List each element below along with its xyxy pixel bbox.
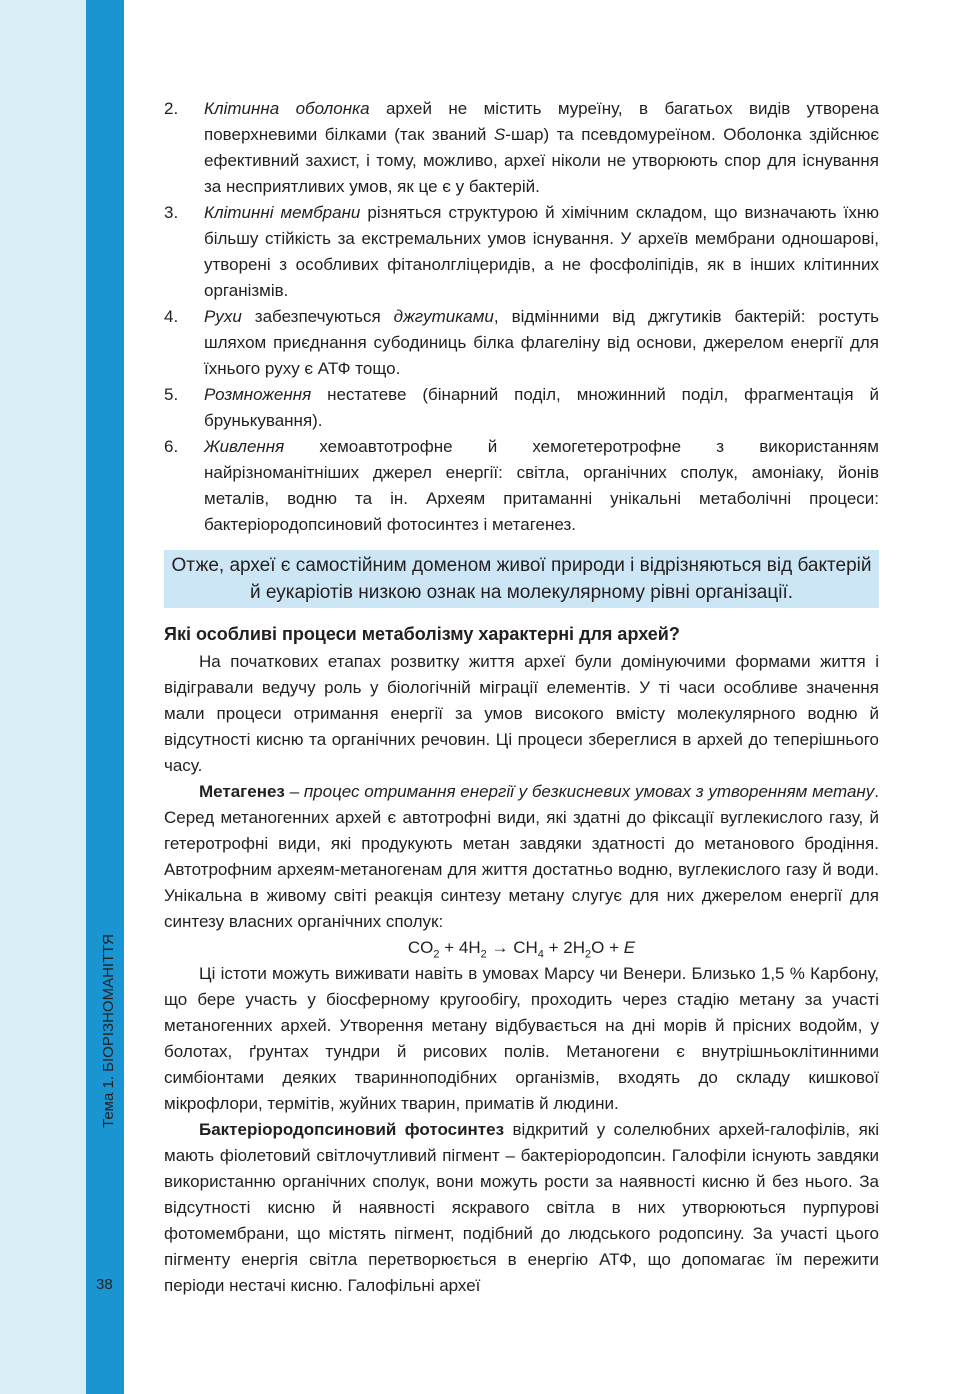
reaction-formula (164, 935, 879, 961)
sidebar-band-dark (86, 0, 124, 1394)
list-item-term: Рухи (204, 307, 242, 326)
paragraph (164, 1117, 879, 1299)
page-content (164, 96, 879, 1299)
paragraph: На початкових етапах розвитку життя археї були домінуючими формами життя і відігравали ведучу роль у біологічній міграції елементів. У ті часи особливе значення мали процеси отримання енергії за умов високого вмісту молекулярного водню й відсутності кисню та органічних речовин. Ці процеси збереглися в архей до теперішнього часу. (164, 652, 879, 775)
list-item-text (204, 200, 879, 304)
list-item-number: 5. (164, 385, 179, 404)
list-item-term: Живлення (204, 437, 285, 456)
list-item-number: 4. (164, 307, 179, 326)
list-item-body: забезпечуються (241, 307, 394, 326)
list-item-term: джгутиками (393, 307, 494, 326)
conclusion-highlight: Отже, археї є самостійним доменом живої природи і відрізняються від бактерій й еукаріотів низкою ознак на молекулярному рівні організації. (164, 550, 879, 608)
list-item (164, 434, 879, 538)
paragraph-term: Метагенез (199, 782, 285, 801)
theme-label: Тема 1. БІОРІЗНОМАНІТТЯ (100, 934, 117, 1128)
formula-part: O + (591, 938, 624, 957)
formula-subscript: 4 (537, 948, 544, 961)
formula-subscript: 2 (433, 948, 440, 961)
list-item-body: різняться структурою й хімічним складом, що визначають їхню більшу стійкість за екстремальних умов існування. У археїв мембрани одношарові, утворені з особливих фітанолгліцеридів, а не фосфоліпідів, як в інших клітинних організмів. (204, 203, 879, 300)
formula-subscript: 2 (480, 948, 487, 961)
list-item-term: Клітинна оболонка (204, 99, 370, 118)
formula-part: + 2H (543, 938, 585, 957)
list-item (164, 382, 879, 434)
page-number: 38 (96, 1276, 113, 1293)
formula-part: + 4H (439, 938, 481, 957)
list-item-number: 2. (164, 99, 179, 118)
list-item-body: -шар) та псевдомуреїном. Оболонка здійснює ефективний захист, і тому, можливо, археї ніколи не утворюють спор для існування за несприятливих умов, як це є у бактерій. (204, 125, 879, 196)
list-item-number: 6. (164, 437, 179, 456)
paragraph-definition: процес отримання енергії у безкисневих умовах з утворенням метану (303, 782, 875, 801)
list-item-text (204, 96, 879, 200)
list-item-term: Клітинні мембрани (204, 203, 361, 222)
paragraph-body: . Серед метаногенних архей є автотрофні види, які здатні до фіксації вуглекислого газу, й гетеротрофні види, які продукують метан завдяки здатності до метанового бродіння. Автотрофним археям-метаногенам для життя достатньо водню, вуглекислого газу й води. Унікальна в живому світі реакція синтезу метану слугує для них джерелом енергії для синтезу власних органічних сполук: (164, 782, 880, 931)
list-item-body: , відмінними від джгутиків бактерій: ростуть шляхом приєднання субодиниць білка флагеліну від основи, джерелом енергії для їхнього руху є АТФ тощо. (204, 307, 879, 378)
formula-part: CO (407, 938, 434, 957)
list-item-number: 3. (164, 203, 179, 222)
paragraph (164, 779, 879, 935)
paragraph-body: відкритий у солелюбних архей-галофілів, які мають фіолетовий світлочутливий пігмент – бактеріородопсин. Галофіли існують завдяки використанню органічних сполук, вони можуть рости за наявності кисню й без нього. За відсутності кисню й наявності яскравого світла в них утворюються пурпурові фотомембрани, що містять пігмент, подібний до людського родопсину. За участі цього пігменту енергія світла перетворюється в енергію АТФ, що допомагає їм пережити періоди нестачі кисню. Галофільні археї (164, 1120, 879, 1295)
list-item-text (204, 434, 879, 538)
list-item-text (204, 382, 879, 434)
list-item-term: S (493, 125, 506, 144)
list-item (164, 200, 879, 304)
formula-part: → CH (486, 938, 538, 957)
list-item-body: архей не містить муреїну, в багатьох видів утворена поверхневими білками (так званий (204, 99, 879, 144)
list-item (164, 304, 879, 382)
section-heading: Які особливі процеси метаболізму характерні для архей? (164, 624, 680, 644)
paragraph-term: Бактеріородопсиновий фотосинтез (199, 1120, 505, 1139)
list-item-body: нестатеве (бінарний поділ, множинний поділ, фрагментація й брунькування). (204, 385, 879, 430)
paragraph: Ці істоти можуть виживати навіть в умовах Марсу чи Венери. Близько 1,5 % Карбону, що бере участь у біосферному кругообігу, проходить через стадію метану за участі метаногенних архей. Утворення метану відбувається на дні морів й прісних водойм, у болотах, ґрунтах тундри й рисових полів. Метаногени є внутрішньоклітинними симбіонтами деяких тваринноподібних організмів, входять до складу кишкової мікрофлори, термітів, жуйних тварин, приматів й людини. (164, 964, 879, 1113)
list-item-text (204, 304, 879, 382)
sidebar-gutter (124, 0, 138, 1394)
list-item (164, 96, 879, 200)
formula-energy: E (623, 938, 636, 957)
sidebar-band-light (0, 0, 86, 1394)
formula-subscript: 2 (585, 948, 592, 961)
list-item-term: Розмноження (204, 385, 312, 404)
paragraph-dash: – (284, 782, 304, 801)
list-item-body: хемоавтотрофне й хемогетеротрофне з використанням найрізноманітніших джерел енергії: світла, органічних сполук, амоніаку, йонів металів, водню та ін. Археям притаманні унікальні метаболічні процеси: бактеріородопсиновий фотосинтез і метагенез. (204, 437, 879, 534)
